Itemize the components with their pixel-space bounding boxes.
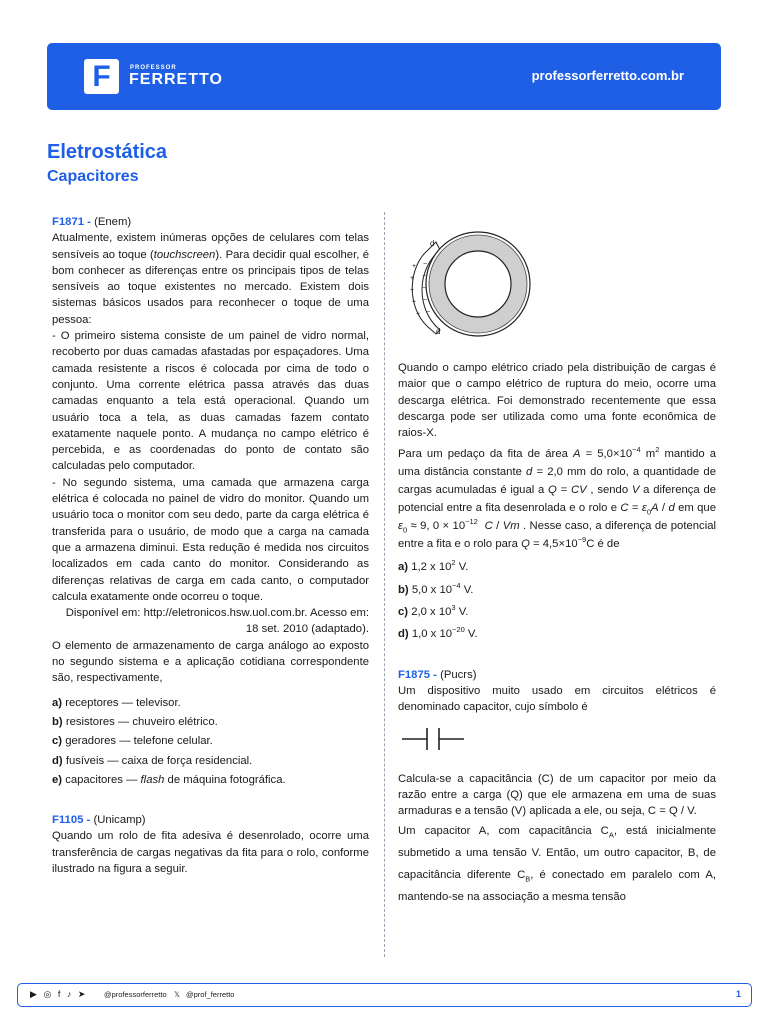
- svg-text:+: +: [416, 311, 421, 318]
- option-text: receptores — televisor.: [65, 696, 181, 709]
- x-icon[interactable]: 𝕏: [174, 990, 181, 999]
- svg-text:+: +: [410, 287, 415, 294]
- question-paragraph: Um dispositivo muito usado em circuitos elétricos é denominado capacitor, cujo símbolo é: [398, 684, 716, 714]
- question-paragraph: Calcula-se a capacitância (C) de um capacitor por meio da razão entre a carga (Q) que ele armazena em uma de suas armaduras e a tensão (V) aplicada a ele, ou seja, C = Q / V.: [398, 772, 716, 818]
- tiktok-icon[interactable]: ♪: [66, 989, 74, 999]
- answer-options: [398, 559, 716, 642]
- page-title: Eletrostática: [47, 141, 168, 163]
- column-divider: [384, 212, 385, 957]
- option-mantissa: 1,0 x 10: [411, 628, 453, 641]
- option-mantissa: 2,0 x 10: [411, 606, 452, 619]
- option-text: resistores — chuveiro elétrico.: [65, 715, 218, 728]
- ferretto-logo-icon: F: [84, 59, 119, 94]
- svg-text:−: −: [423, 297, 428, 304]
- question-header: [52, 214, 369, 230]
- answer-option[interactable]: [398, 626, 716, 642]
- option-unit: V.: [455, 561, 469, 574]
- option-unit: V.: [464, 628, 478, 641]
- social-icons: [30, 989, 87, 1000]
- svg-text:+: +: [410, 275, 415, 282]
- option-letter: e): [52, 773, 63, 786]
- question-paragraph: Quando um rolo de fita adesiva é desenrolado, ocorre uma transferência de cargas negativas da fita para o rolo, conforme ilustrado na figura a seguir.: [52, 830, 369, 875]
- option-text: de máquina fotográfica.: [164, 773, 286, 786]
- option-text: geradores — telefone celular.: [65, 735, 213, 748]
- brand-name: FERRETTO: [129, 71, 223, 88]
- question-paragraph: Quando o campo elétrico criado pela distribuição de cargas é maior que o campo elétrico de ruptura do meio, ocorre uma descarga elétrica. Foi demonstrado recentemente que essa descarga pode ser utilizada como uma fonte econômica de raios-X.: [398, 362, 716, 440]
- answer-options: [52, 695, 369, 788]
- telegram-icon[interactable]: ➤: [77, 989, 88, 999]
- answer-option[interactable]: [52, 695, 369, 711]
- header-banner: [47, 43, 721, 110]
- question-id: F1105 -: [52, 814, 91, 827]
- question-paragraph: [52, 230, 369, 328]
- source-citation: Disponível em: http://eletronicos.hsw.uol.com.br. Acesso em: 18 set. 2010 (adaptado).: [65, 607, 369, 636]
- option-exponent: −20: [452, 625, 465, 635]
- option-emphasis: flash: [140, 773, 165, 786]
- answer-option[interactable]: [52, 733, 369, 749]
- answer-option[interactable]: [398, 604, 716, 620]
- figure-label-d: d: [430, 239, 435, 248]
- question-paragraph: Um capacitor A, com capacitância $C_A$, está inicialmente submetido a uma tensão V. Então, um outro capacitor, B, de capacitância diferente $C_B$, é conectado em paralelo com A, mantendo-se na associação a mesma tensão: [398, 824, 717, 903]
- option-unit: V.: [455, 606, 469, 619]
- question-header: [52, 812, 369, 828]
- svg-text:−: −: [426, 309, 431, 316]
- option-letter: a): [52, 696, 63, 709]
- figure-label-d: d: [436, 327, 441, 336]
- option-exponent: −4: [452, 581, 461, 591]
- answer-option[interactable]: [52, 714, 369, 730]
- svg-text:+: +: [412, 299, 417, 306]
- answer-option[interactable]: [398, 582, 716, 598]
- paragraph-text: Atualmente, existem inúmeras opções de celulares com telas sensíveis ao toque (: [52, 232, 369, 261]
- tape-roll-figure: [398, 222, 533, 344]
- option-mantissa: 1,2 x 10: [411, 561, 452, 574]
- option-letter: a): [398, 561, 409, 574]
- question-paragraph: - No segundo sistema, uma camada que armazena carga elétrica é colocada no painel de vidro do monitor. Quando um usuário toca o monitor com seu dedo, parte da carga elétrica é transferida para o usuário, de modo que a carga na camada que a armazena diminui. Esta redução é medida nos circuitos localizados em cada canto do monitor. Considerando as diferenças relativas de carga em cada canto, o computador calcula exatamente onde ocorreu o toque.: [52, 476, 369, 603]
- svg-text:−: −: [422, 273, 427, 280]
- right-column: [398, 360, 716, 908]
- answer-option[interactable]: [52, 753, 369, 769]
- option-letter: c): [52, 735, 63, 748]
- question-id: F1875 -: [398, 668, 437, 681]
- option-text: fusíveis — caixa de força residencial.: [65, 754, 253, 767]
- paragraph-text: ). Para decidir qual escolher, é bom conhecer as diferenças entre os principais tipos de telas sensíveis ao toque existentes no mercado. Existem dois sistemas básicos usados para reconhecer o toque de uma pessoa:: [52, 248, 369, 326]
- option-letter: b): [52, 715, 63, 728]
- option-exponent: 3: [451, 603, 456, 613]
- option-letter: d): [52, 754, 63, 767]
- answer-option[interactable]: [398, 559, 716, 575]
- left-column: [52, 214, 369, 877]
- facebook-icon[interactable]: f: [57, 989, 63, 999]
- question-source: (Unicamp): [93, 814, 146, 827]
- page-subtitle: Capacitores: [47, 168, 139, 185]
- option-exponent: 2: [451, 558, 456, 568]
- footer-bar: [17, 983, 752, 1007]
- site-url-link[interactable]: professorferretto.com.br: [531, 68, 684, 83]
- answer-option[interactable]: [52, 772, 369, 788]
- footer-handle[interactable]: @prof_ferretto: [186, 990, 235, 999]
- page-number: 1: [735, 989, 741, 999]
- option-letter: d): [398, 628, 409, 641]
- option-letter: c): [398, 606, 409, 619]
- youtube-icon[interactable]: ▶: [30, 989, 39, 999]
- question-paragraph: - O primeiro sistema consiste de um painel de vidro normal, recoberto por duas camadas afastadas por espaçadores. Uma camada resistente a riscos é colocada por cima de todo o conjunto. Uma corrente elétrica passa através das duas camadas enquanto a tela está operacional. Quando um usuário toca a tela, as duas camadas fazem contato exatamente naquele ponto. A mudança no campo elétrico é percebida, e as coordenadas do ponto de contato são calculadas pelo computador.: [52, 330, 369, 473]
- option-unit: V.: [460, 583, 474, 596]
- question-id: F1871 -: [52, 216, 91, 228]
- question-paragraph: Para um pedaço da fita de área $A = 5,0\times 10^{-4}$ $m^2$ mantido a uma distância constante d = 2,0 mm do rolo, a quantidade de cargas acumuladas é igual a Q = CV , sendo V a diferença de potencial entre a fita desenrolada e o rolo e $C = \varepsilon_0A / d$ em que $\varepsilon_0 \approx 9$, $0 \times 10^{-12}$ C / Vm . Nesse caso, a diferença de potencial entre a fita e o rolo para $Q = 4,5\times 10^{-9}C$ é de: [398, 445, 717, 551]
- instagram-icon[interactable]: ◎: [43, 989, 54, 999]
- option-letter: b): [398, 583, 409, 596]
- footer-handle[interactable]: @professorferretto: [104, 990, 167, 999]
- brand-caption: PROFESSOR: [130, 65, 177, 71]
- svg-text:+: +: [412, 263, 417, 270]
- paragraph-emphasis: touchscreen: [153, 248, 216, 261]
- svg-text:−: −: [422, 285, 427, 292]
- option-mantissa: 5,0 x 10: [411, 583, 453, 596]
- question-header: [398, 667, 716, 683]
- option-text: capacitores —: [65, 773, 141, 786]
- svg-text:−: −: [423, 261, 428, 268]
- question-source: (Enem): [94, 216, 132, 228]
- question-source: (Pucrs): [440, 668, 477, 681]
- question-prompt: O elemento de armazenamento de carga análogo ao exposto no segundo sistema e a aplicação cotidiana correspondente são, respectivamente,: [52, 639, 369, 685]
- capacitor-symbol-icon: [398, 726, 468, 752]
